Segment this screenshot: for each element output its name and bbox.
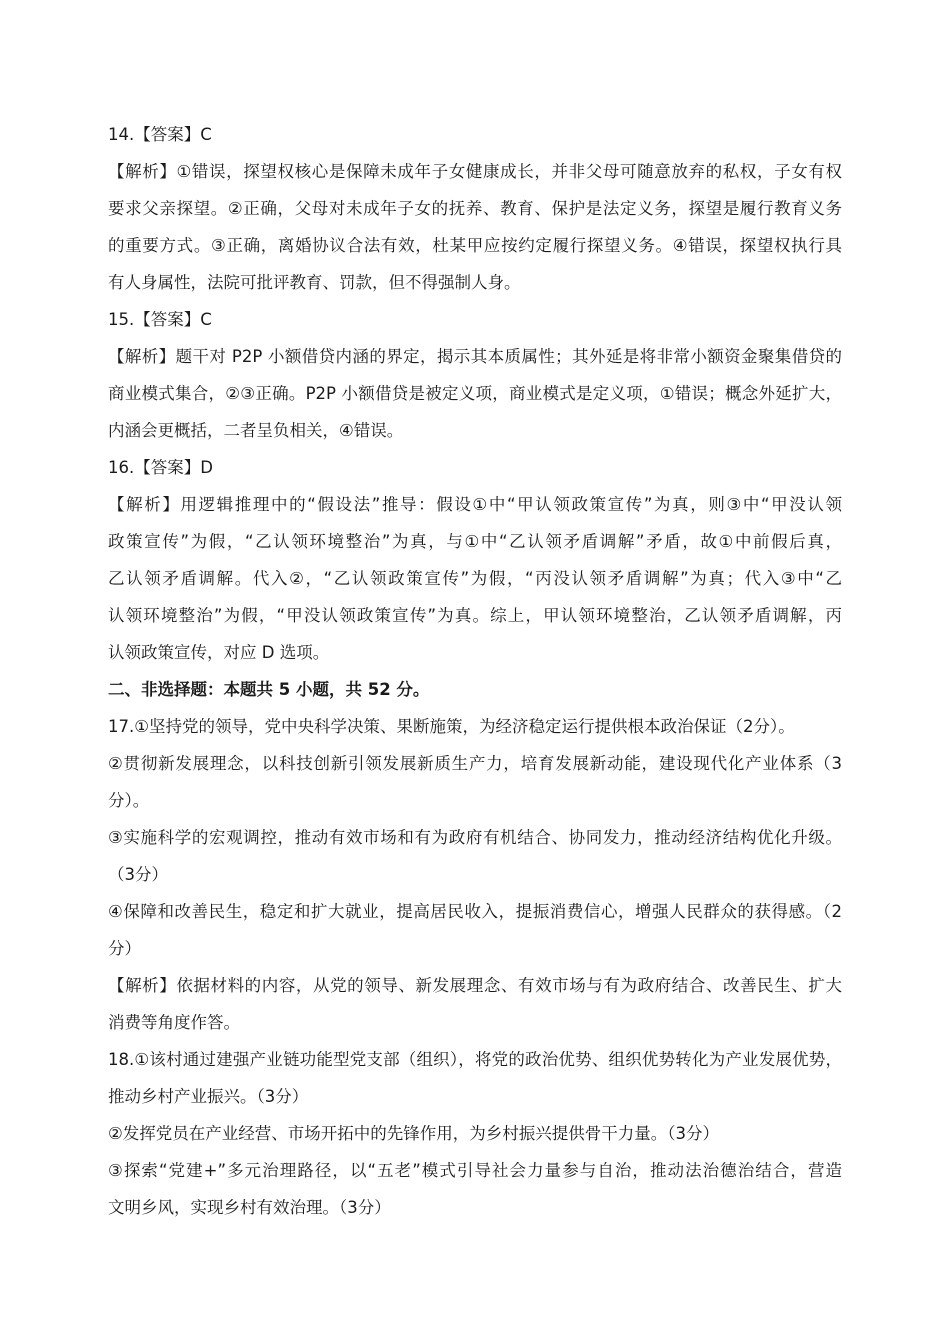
text-line: 的重要方式。③正确，离婚协议合法有效，杜某甲应按约定履行探望义务。④错误，探望权执行具 [108,236,842,255]
text-line: 认领环境整治”为假，“甲没认领政策宣传”为真。综上，甲认领环境整治，乙认领矛盾调解，丙 [108,606,842,625]
text-line: 文明乡风，实现乡村有效治理。（3分） [108,1198,391,1217]
text-line: 17.①坚持党的领导，党中央科学决策、果断施策，为经济稳定运行提供根本政治保证（2分）。 [108,717,795,736]
text-line: 分）。 [108,791,150,810]
text-line: ③探索“党建+”多元治理路径，以“五老”模式引导社会力量参与自治，推动法治德治结合，营造 [108,1161,842,1180]
text-line: 政策宣传”为假，“乙认领环境整治”为真，与①中“乙认领矛盾调解”矛盾，故①中前假后真， [108,532,842,551]
text-line: 消费等角度作答。 [108,1013,240,1032]
text-line: （3分） [108,865,168,884]
text-line: 商业模式集合，②③正确。P2P 小额借贷是被定义项，商业模式是定义项，①错误；概念外延扩大， [108,384,842,403]
text-line: ②贯彻新发展理念，以科技创新引领发展新质生产力，培育发展新动能，建设现代化产业体系（3 [108,754,842,773]
text-line: 乙认领矛盾调解。代入②，“乙认领政策宣传”为假，“丙没认领矛盾调解”为真；代入③中“乙 [108,569,842,588]
section-heading: 二、非选择题：本题共 5 小题，共 52 分。 [108,680,430,699]
text-line: 【解析】用逻辑推理中的“假设法”推导：假设①中“甲认领政策宣传”为真，则③中“甲没认领 [108,495,842,514]
text-line: 认领政策宣传，对应 D 选项。 [108,643,330,662]
text-line: 18.①该村通过建强产业链功能型党支部（组织），将党的政治优势、组织优势转化为产业发展优势， [108,1050,842,1069]
text-line: 有人身属性，法院可批评教育、罚款，但不得强制人身。 [108,273,521,292]
text-line: 推动乡村产业振兴。（3分） [108,1087,309,1106]
text-line: 15.【答案】C [108,310,212,329]
text-line: ②发挥党员在产业经营、市场开拓中的先锋作用，为乡村振兴提供骨干力量。（3分） [108,1124,720,1143]
text-line: ③实施科学的宏观调控，推动有效市场和有为政府有机结合、协同发力，推动经济结构优化升级。 [108,828,842,847]
text-line: 分） [108,939,141,958]
text-line: 【解析】①错误，探望权核心是保障未成年子女健康成长，并非父母可随意放弃的私权，子女有权 [108,162,842,181]
text-line: 【解析】题干对 P2P 小额借贷内涵的界定，揭示其本质属性；其外延是将非常小额资金聚集借贷的 [108,347,842,366]
text-line: 16.【答案】D [108,458,213,477]
text-line: 要求父亲探望。②正确，父母对未成年子女的抚养、教育、保护是法定义务，探望是履行教育义务 [108,199,842,218]
text-line: ④保障和改善民生，稳定和扩大就业，提高居民收入，提振消费信心，增强人民群众的获得感。（2 [108,902,842,921]
text-line: 【解析】依据材料的内容，从党的领导、新发展理念、有效市场与有为政府结合、改善民生、扩大 [108,976,842,995]
text-line: 14.【答案】C [108,125,212,144]
text-line: 内涵会更概括，二者呈负相关，④错误。 [108,421,404,440]
